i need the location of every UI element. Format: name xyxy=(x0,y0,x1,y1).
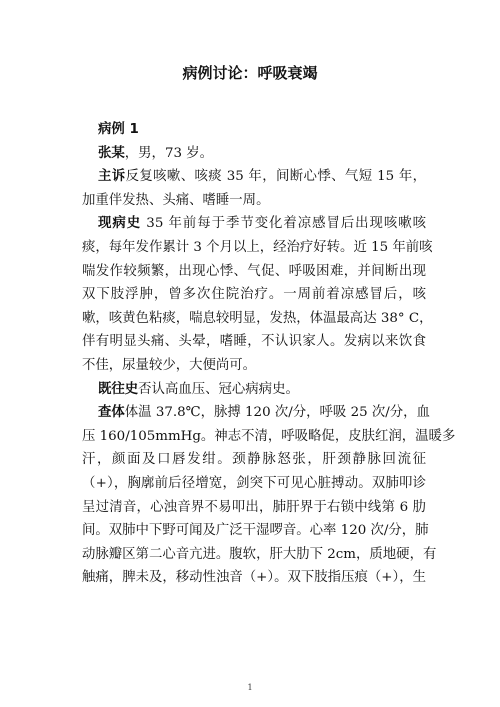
exam-line-8: 触痛，脾未及，移动性浊音（+）。双下肢指压痕（+），生 xyxy=(82,570,426,586)
complaint-label: 主诉 xyxy=(98,169,126,185)
patient-info: ，男，73 岁。 xyxy=(124,145,214,161)
complaint-line-1 xyxy=(82,165,426,189)
exam-line-6: 间。双肺中下野可闻及广泛干湿啰音。心率 120 次/分，肺 xyxy=(82,523,429,539)
complaint-text: 反复咳嗽、咳痰 35 年，间断心悸、气短 15 年， xyxy=(125,169,427,185)
page-number: 1 xyxy=(247,683,253,692)
present-history-text: 35 年前每于季节变化着凉感冒后出现咳嗽咳 xyxy=(141,216,426,232)
patient-name: 张某 xyxy=(98,145,125,161)
patient-line xyxy=(82,142,426,166)
present-history-label: 现病史 xyxy=(98,216,142,232)
exam-line-2: 压 160/105mmHg。神志不清，呼吸略促，皮肤红润，温暖多 xyxy=(82,428,456,444)
past-history-line xyxy=(82,378,426,402)
case-content xyxy=(82,118,456,590)
present-history-line-4: 双下肢浮肿，曾多次住院治疗。一周前着凉感冒后，咳 xyxy=(82,287,426,303)
past-history-text: 否认高血压、冠心病病史。 xyxy=(138,381,299,397)
present-history-line-6: 伴有明显头痛、头晕，嗜睡，不认识家人。发病以来饮食 xyxy=(82,334,426,350)
document-title: 病例讨论：呼吸衰竭 xyxy=(182,64,318,82)
present-history-line-3: 喘发作较频繁，出现心悸、气促、呼吸困难，并间断出现 xyxy=(82,263,426,279)
past-history-label: 既往史 xyxy=(98,381,139,397)
present-history-line-7: 不佳，尿量较少，大便尚可。 xyxy=(82,357,257,373)
present-history-line-1 xyxy=(82,212,426,236)
exam-label: 查体 xyxy=(98,405,125,421)
exam-line-5: 呈过清音，心浊音界不易叩出，肺肝界于右锁中线第 6 肋 xyxy=(82,499,426,515)
complaint-line-2: 加重伴发热、头痛、嗜睡一周。 xyxy=(82,192,270,208)
exam-line-4: （+），胸廓前后径增宽，剑突下可见心脏搏动。双肺叩诊 xyxy=(82,475,426,491)
exam-line-1 xyxy=(82,401,430,425)
case-label-line xyxy=(82,118,426,142)
exam-line-7: 动脉瓣区第二心音亢进。腹软，肝大肋下 2cm，质地硬，有 xyxy=(82,546,437,562)
exam-line-3: 汗，颜面及口唇发绀。颈静脉怒张，肝颈静脉回流征 xyxy=(82,452,426,468)
case-label: 病例 1 xyxy=(98,122,139,137)
exam-text: 体温 37.8℃，脉搏 120 次/分，呼吸 25 次/分，血 xyxy=(124,405,430,421)
present-history-line-2: 痰，每年发作累计 3 个月以上，经治疗好转。近 15 年前咳 xyxy=(82,239,433,255)
present-history-line-5: 嗽，咳黄色粘痰，喘息较明显，发热，体温最高达 38° C， xyxy=(82,310,433,326)
